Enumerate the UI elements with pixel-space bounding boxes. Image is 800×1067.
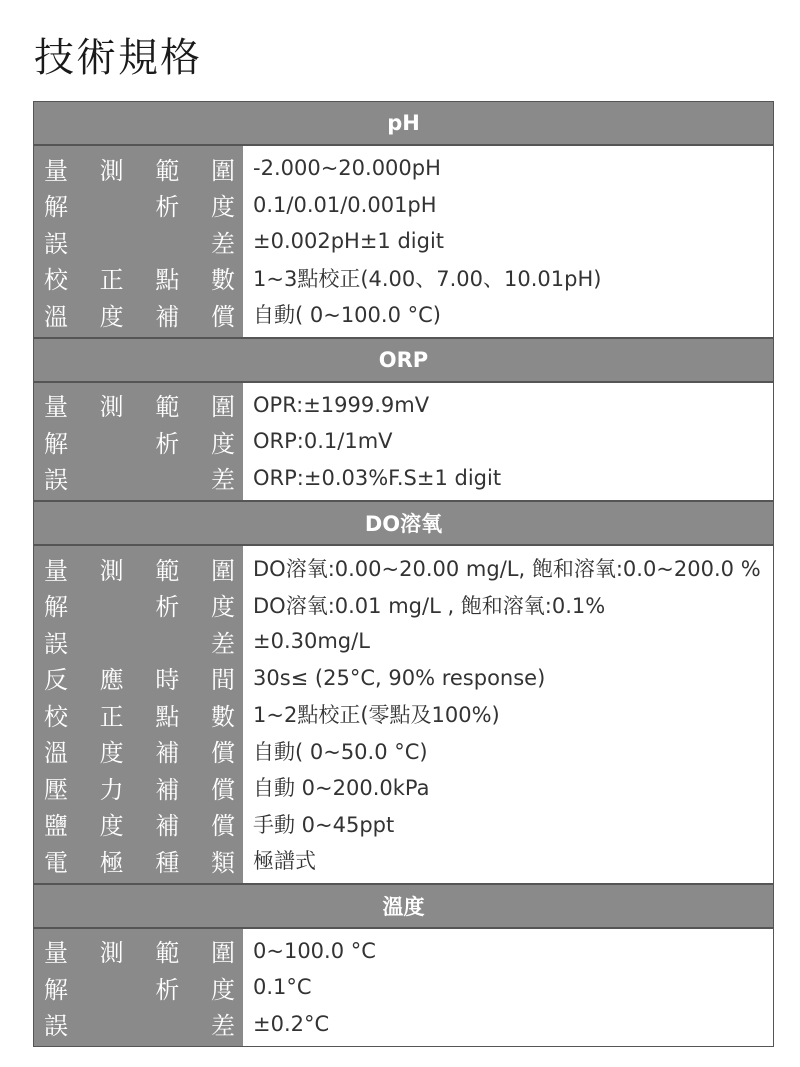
spec-value: ±0.002pH±1 digit (253, 229, 445, 254)
spec-row (34, 1006, 773, 1043)
spec-row (34, 460, 773, 497)
spec-label-char: 析 (155, 975, 180, 1004)
spec-label-char: 校 (44, 702, 68, 731)
spec-label-char: 數 (210, 702, 235, 731)
spec-label-char: 圍 (210, 393, 235, 422)
spec-label-char: 圍 (210, 939, 235, 968)
spec-label-char: 點 (155, 266, 180, 295)
spec-label (34, 387, 243, 424)
spec-label-char: 誤 (44, 229, 68, 258)
spec-label-char: 鹽 (44, 812, 68, 841)
spec-label (34, 769, 243, 806)
section-header: 溫度 (34, 885, 773, 927)
spec-label-char: 差 (210, 629, 235, 658)
spec-row (34, 660, 773, 697)
spec-label-char: 度 (210, 193, 235, 222)
spec-row (34, 223, 773, 260)
spec-table (33, 101, 774, 1047)
section-body (34, 146, 773, 337)
spec-label-char: 測 (99, 156, 124, 185)
spec-label-char: 解 (44, 975, 68, 1004)
spec-label-char: 正 (99, 702, 124, 731)
spec-label (34, 1006, 243, 1043)
label-column-fill (34, 1042, 243, 1046)
spec-label (34, 460, 243, 497)
spec-label-char: 差 (210, 229, 235, 258)
spec-label (34, 733, 243, 770)
spec-label-char: 析 (155, 193, 180, 222)
spec-label-char: 度 (99, 739, 124, 768)
spec-row (34, 806, 773, 843)
spec-label-char: 償 (210, 775, 235, 804)
spec-row (34, 260, 773, 297)
spec-value: 30s≤ (25°C, 90% response) (253, 665, 546, 690)
spec-label-char: 數 (210, 266, 235, 295)
spec-label (34, 550, 243, 587)
spec-label-char: 度 (210, 975, 235, 1004)
section-padding (34, 496, 773, 500)
spec-label-char: 溫 (44, 302, 68, 331)
spec-value: 自動( 0~100.0 °C) (253, 303, 441, 328)
spec-label-char: 析 (155, 429, 180, 458)
section-padding (34, 1042, 773, 1046)
label-column-fill (34, 333, 243, 337)
spec-label-char: 範 (155, 939, 180, 968)
spec-label-char: 測 (99, 393, 124, 422)
section-header: ORP (34, 339, 773, 381)
spec-value: ±0.30mg/L (253, 629, 370, 654)
spec-label-char: 償 (210, 812, 235, 841)
section-padding (34, 333, 773, 337)
section-body (34, 383, 773, 501)
section-body (34, 929, 773, 1047)
spec-label-char: 應 (99, 666, 124, 695)
spec-label (34, 187, 243, 224)
spec-label-char: 度 (99, 302, 124, 331)
spec-label (34, 933, 243, 970)
spec-row (34, 733, 773, 770)
spec-label (34, 806, 243, 843)
spec-label-char: 量 (44, 156, 68, 185)
spec-label-char: 量 (44, 556, 68, 585)
spec-row (34, 842, 773, 879)
spec-value: -2.000~20.000pH (253, 156, 441, 181)
spec-value: 極譜式 (253, 849, 316, 874)
section-body (34, 546, 773, 883)
spec-label-char: 量 (44, 393, 68, 422)
spec-label-char: 補 (155, 302, 180, 331)
spec-label-char: 析 (155, 593, 180, 622)
spec-value: 1~3點校正(4.00、7.00、10.01pH) (253, 266, 602, 291)
spec-label-char: 差 (210, 1012, 235, 1041)
spec-row (34, 423, 773, 460)
spec-value: ±0.2°C (253, 1011, 330, 1036)
spec-value: 自動 0~200.0kPa (253, 776, 430, 801)
spec-label-char: 力 (99, 775, 124, 804)
spec-label-char: 溫 (44, 739, 68, 768)
spec-row (34, 150, 773, 187)
spec-label (34, 260, 243, 297)
page-title: 技術規格 (34, 35, 202, 81)
spec-label-char: 壓 (44, 775, 68, 804)
spec-label-char: 解 (44, 593, 68, 622)
spec-value: 1~2點校正(零點及100%) (253, 703, 500, 728)
spec-label-char: 量 (44, 939, 68, 968)
spec-row (34, 187, 773, 224)
spec-label (34, 587, 243, 624)
spec-value: OPR:±1999.9mV (253, 392, 430, 417)
section-padding (34, 879, 773, 883)
spec-label (34, 696, 243, 733)
spec-label-char: 範 (155, 556, 180, 585)
spec-label-char: 測 (99, 939, 124, 968)
spec-label-char: 圍 (210, 556, 235, 585)
spec-value: 0~100.0 °C (253, 938, 376, 963)
spec-value: DO溶氧:0.00~20.00 mg/L, 飽和溶氧:0.0~200.0 % (253, 557, 761, 582)
spec-label-char: 解 (44, 429, 68, 458)
spec-label-char: 時 (155, 666, 180, 695)
spec-label (34, 150, 243, 187)
label-column-fill (34, 879, 243, 883)
spec-value: ORP:0.1/1mV (253, 429, 393, 454)
spec-label-char: 度 (210, 593, 235, 622)
spec-row (34, 696, 773, 733)
spec-label-char: 種 (155, 848, 180, 877)
spec-label (34, 842, 243, 879)
spec-label (34, 623, 243, 660)
spec-label-char: 圍 (210, 156, 235, 185)
spec-row (34, 623, 773, 660)
spec-label (34, 296, 243, 333)
spec-label-char: 誤 (44, 1012, 68, 1041)
spec-label-char: 類 (210, 848, 235, 877)
spec-label-char: 誤 (44, 466, 68, 495)
spec-value: 手動 0~45ppt (253, 812, 395, 837)
spec-value: 自動( 0~50.0 °C) (253, 739, 428, 764)
spec-row (34, 769, 773, 806)
spec-value: 0.1°C (253, 975, 312, 1000)
spec-label-char: 度 (99, 812, 124, 841)
spec-label-char: 補 (155, 812, 180, 841)
spec-row (34, 933, 773, 970)
spec-label-char: 範 (155, 156, 180, 185)
spec-row (34, 969, 773, 1006)
spec-row (34, 587, 773, 624)
spec-label-char: 償 (210, 739, 235, 768)
spec-row (34, 296, 773, 333)
section-header: DO溶氧 (34, 502, 773, 544)
spec-label-char: 度 (210, 429, 235, 458)
spec-label-char: 正 (99, 266, 124, 295)
spec-label-char: 校 (44, 266, 68, 295)
spec-value: 0.1/0.01/0.001pH (253, 192, 437, 217)
spec-label (34, 660, 243, 697)
spec-label-char: 解 (44, 193, 68, 222)
label-column-fill (34, 496, 243, 500)
section-header: pH (34, 102, 773, 144)
spec-label-char: 償 (210, 302, 235, 331)
spec-label-char: 點 (155, 702, 180, 731)
spec-label-char: 範 (155, 393, 180, 422)
spec-label-char: 反 (44, 666, 68, 695)
spec-label-char: 補 (155, 775, 180, 804)
spec-label-char: 電 (44, 848, 68, 877)
spec-label (34, 223, 243, 260)
spec-label-char: 極 (99, 848, 124, 877)
spec-row (34, 387, 773, 424)
spec-label (34, 423, 243, 460)
spec-label-char: 測 (99, 556, 124, 585)
spec-label (34, 969, 243, 1006)
spec-label-char: 誤 (44, 629, 68, 658)
spec-value: ORP:±0.03%F.S±1 digit (253, 465, 502, 490)
spec-value: DO溶氧:0.01 mg/L , 飽和溶氧:0.1% (253, 593, 606, 618)
spec-row (34, 550, 773, 587)
spec-label-char: 差 (210, 466, 235, 495)
spec-label-char: 補 (155, 739, 180, 768)
spec-label-char: 間 (210, 666, 235, 695)
